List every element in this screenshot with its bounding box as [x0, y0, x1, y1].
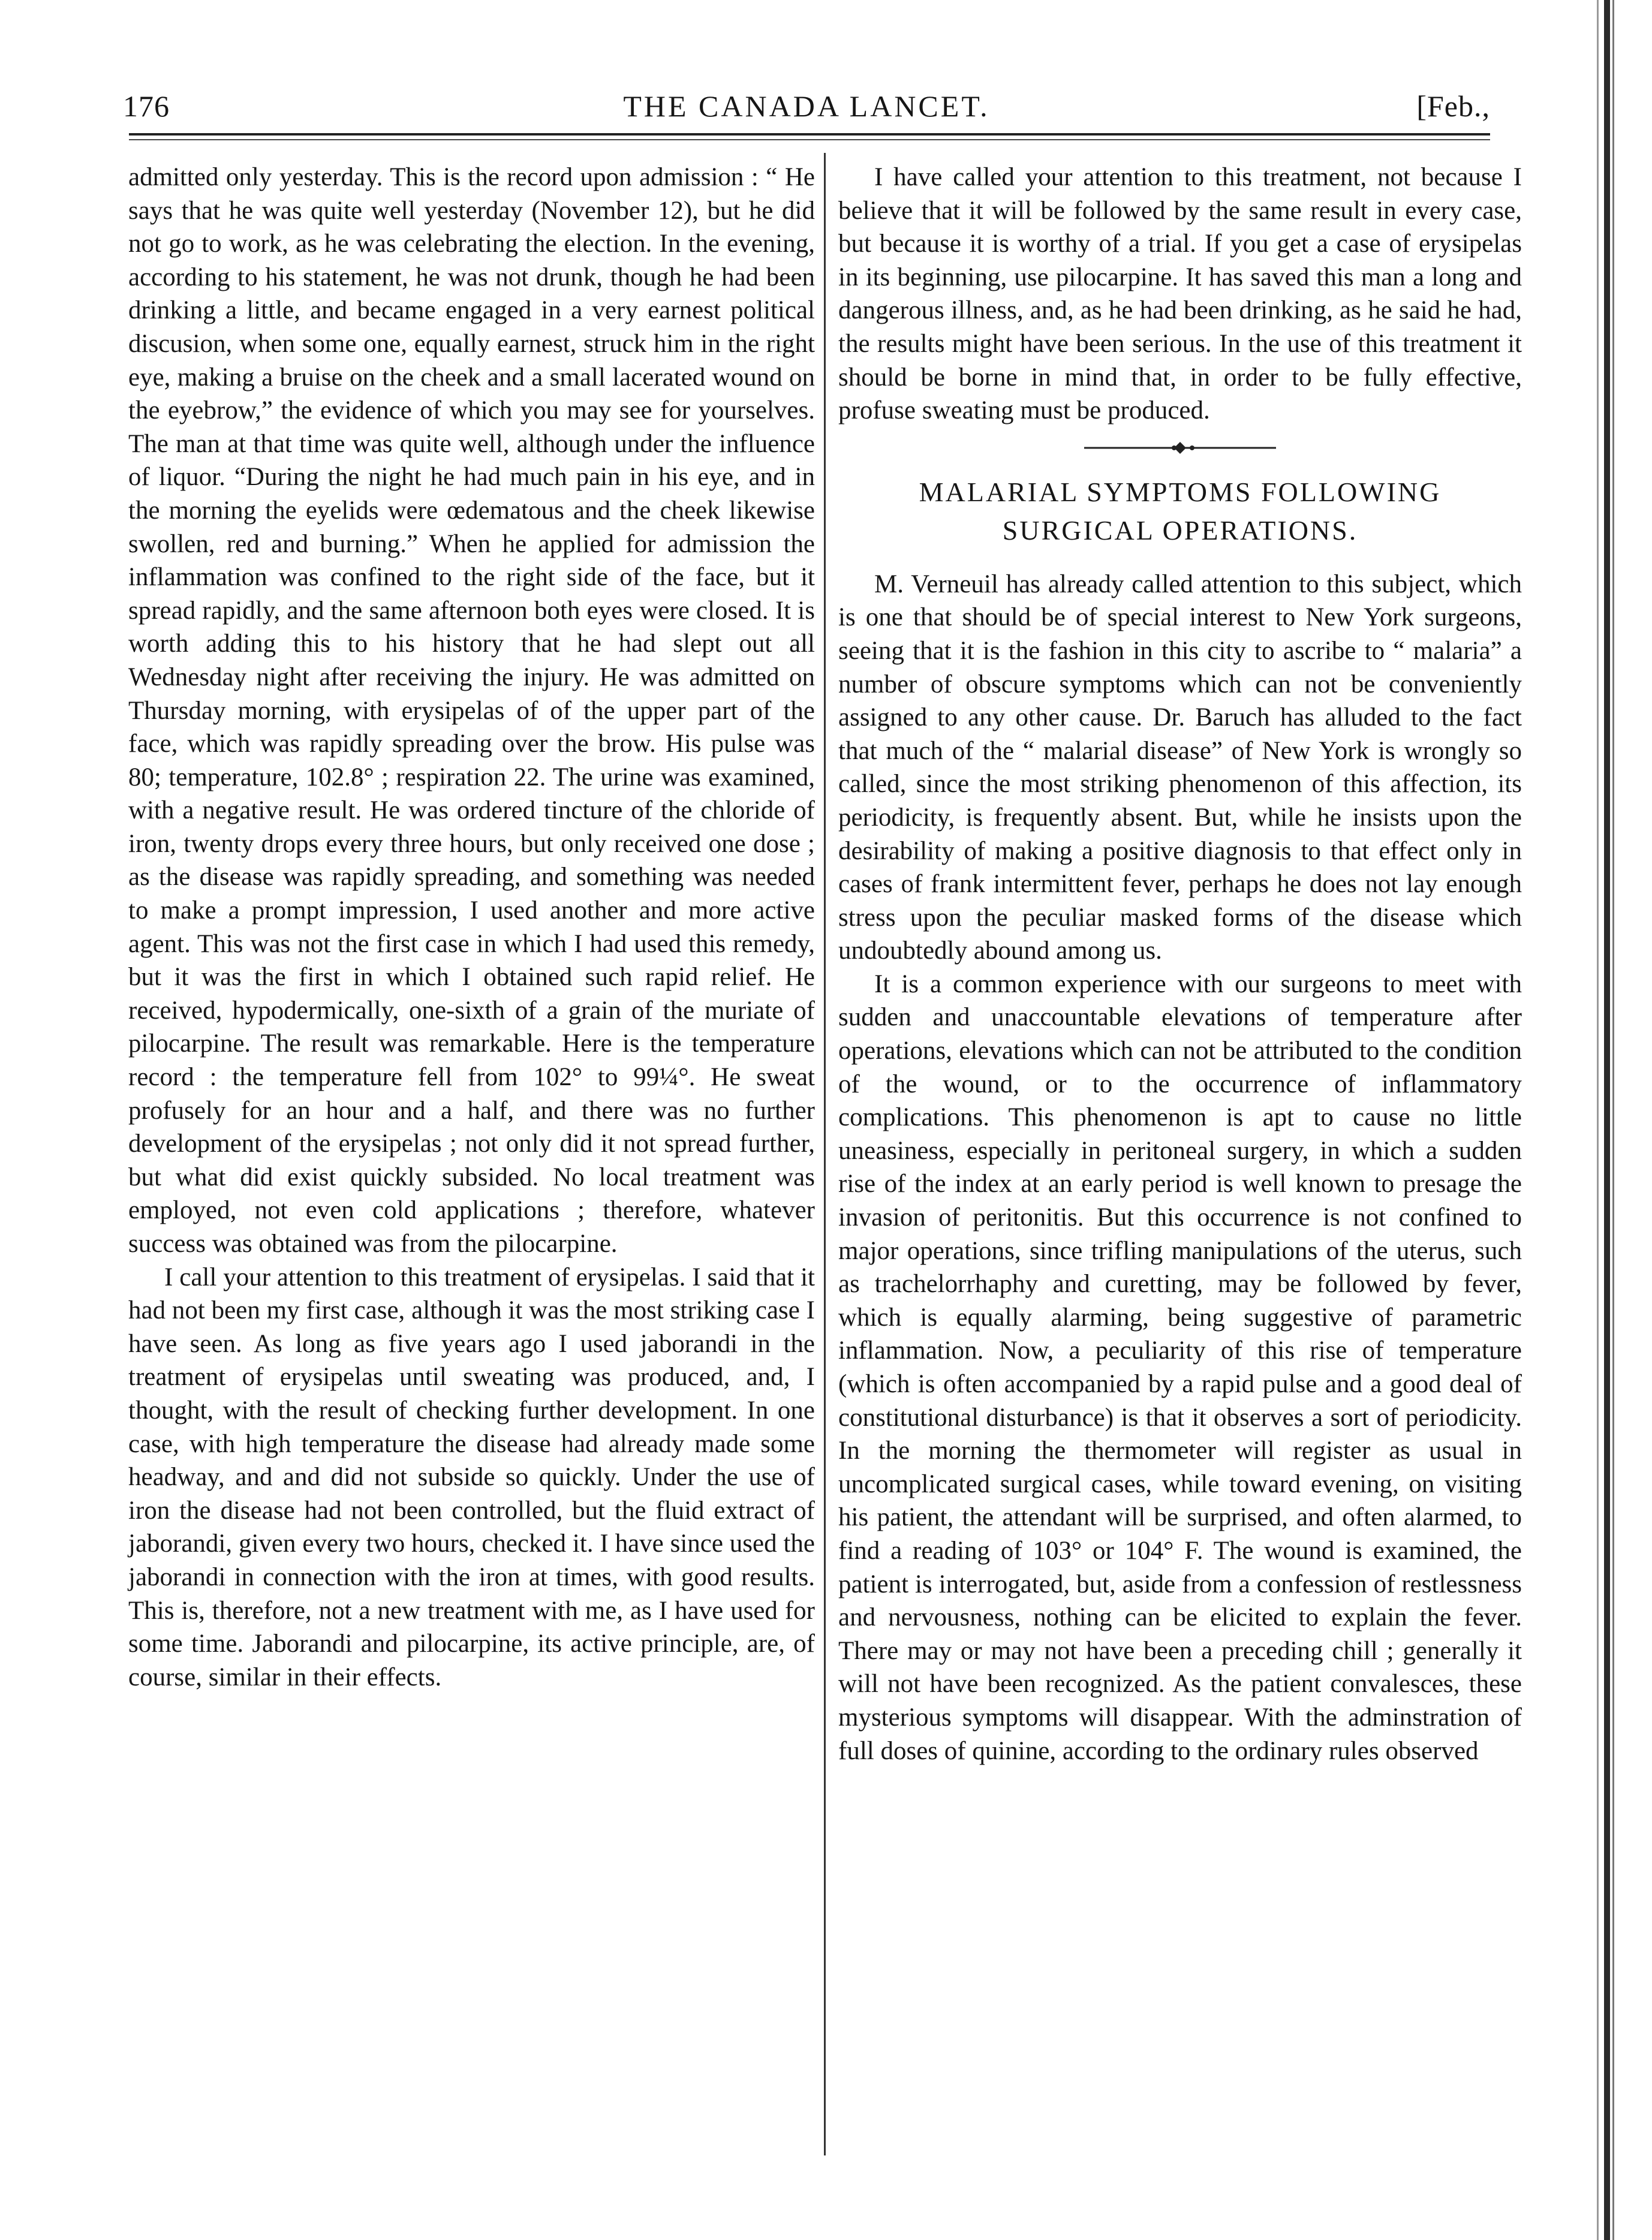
issue-month: [Feb.,	[1416, 89, 1490, 123]
running-head	[123, 89, 1490, 137]
page-edge-shadow	[1592, 0, 1628, 2240]
header-rule-thin	[129, 139, 1490, 140]
right-intro-paragraph: I have called your attention to this treatment, not because I believe that it will be followed by the same result in every case, but because it is worthy of a trial. If you get a case of erysipelas in its beginning, use pilocarpine. It has saved this man a long and dangerous illness, and, as he had been drinking, as he said he had, the results might have been serious. In the use of this treatment it should be borne in mind that, in order to be fully effective, profuse sweating must be produced.	[838, 163, 1522, 425]
article-title-line-1: MALARIAL SYMPTOMS FOLLOWING	[919, 476, 1442, 507]
right-paragraph-1: M. Verneuil has already called attention to this subject, which is one that should be of special interest to New York surgeons, seeing that it is the fashion in this city to ascribe to “ malaria” a number of obscure symptoms which can not be conveniently assigned to any other cause. Dr. Baruch has alluded to the fact that much of the “ malarial disease” of New York is wrongly so called, since the most striking phenomenon of this affection, its periodicity, is frequently absent. But, while he insists upon the desirability of making a positive diagnosis to that effect only in cases of frank intermittent fever, perhaps he does not lay enough stress upon the peculiar masked forms of the disease which undoubtedly abound among us.	[838, 570, 1522, 965]
section-ornament	[1072, 436, 1288, 460]
article-title	[838, 473, 1522, 550]
journal-title: THE CANADA LANCET.	[623, 89, 990, 123]
left-column	[128, 161, 815, 1694]
ornament-rule-icon	[1072, 436, 1288, 460]
article-title-line-2: SURGICAL OPERATIONS.	[1002, 514, 1358, 546]
column-divider	[824, 153, 826, 2155]
left-paragraph-1: admitted only yesterday. This is the record upon admission : “ He says that he was quite well yesterday (November 12), but he did not go to work, as he was celebrating the election. In the evening, according to his statement, he was not drunk, though he had been drinking a little, and became engaged in a very earnest political discusion, when some one, equally earnest, struck him in the right eye, making a bruise on the cheek and a small lacerated wound on the eyebrow,” the evidence of which you may see for yourselves. The man at that time was quite well, although under the influence of liquor. “During the night he had much pain in his eye, and in the morning the eyelids were œdematous and the cheek likewise swollen, red and burning.” When he applied for admission the inflammation was confined to the right side of the face, but it spread rapidly, and the same afternoon both eyes were closed. It is worth adding this to his history that he had slept out all Wednesday night after receiving the injury. He was admitted on Thursday morning, with erysipelas of of the upper part of the face, which was rapidly spreading over the brow. His pulse was 80; temperature, 102.8° ; respiration 22. The urine was examined, with a negative result. He was ordered tincture of the chloride of iron, twenty drops every three hours, but only received one dose ; as the disease was rapidly spreading, and something was needed to make a prompt impression, I used another and more active agent. This was not the first case in which I had used this remedy, but it was the first in which I obtained such rapid relief. He received, hypodermically, one-sixth of a grain of the muriate of pilocarpine. The result was remarkable. Here is the temperature record : the temperature fell from 102° to 99¼°. He sweat profusely for an hour and a half, and there was no further development of the erysipelas ; not only did it not spread further, but what did exist quickly subsided. No local treatment was employed, not even cold applications ; therefore, whatever success was obtained was from the pilocarpine.	[128, 163, 815, 1258]
header-rule-thick	[129, 133, 1490, 136]
right-paragraph-2: It is a common experience with our surgeons to meet with sudden and unaccountable elevations of temperature after operations, elevations which can not be attributed to the condition of the wound, or to the occurrence of inflammatory complications. This phenomenon is apt to cause no little uneasiness, especially in peritoneal surgery, in which a sudden rise of the index at an early period is well known to presage the invasion of peritonitis. But this occurrence is not confined to major operations, since trifling manipulations of the uterus, such as trachelorrhaphy and curetting, may be followed by fever, which is equally alarming, being suggestive of parametric inflammation. Now, a peculiarity of this rise of temperature (which is often accompanied by a rapid pulse and a good deal of constitutional disturbance) is that it observes a sort of periodicity. In the morning the thermometer will register as usual in uncomplicated surgical cases, while toward evening, on visiting his patient, the attendant will be surprised, and often alarmed, to find a reading of 103° or 104° F. The wound is examined, the patient is interrogated, but, aside from a confession of restlessness and nervousness, nothing can be elicited to explain the fever. There may or may not have been a preceding chill ; generally it will not have been recognized. As the patient convalesces, these mysterious symptoms will disappear. With the adminstration of full doses of quinine, according to the ordinary rules observed	[838, 970, 1522, 1765]
left-paragraph-2: I call your attention to this treatment of erysipelas. I said that it had not been my first case, although it was the most striking case I have seen. As long as five years ago I used jaborandi in the treatment of erysipelas until sweating was produced, and, I thought, with the result of checking further development. In one case, with high temperature the disease had already made some headway, and and did not subside so quickly. Under the use of iron the disease had not been controlled, but the fluid extract of jaborandi, given every two hours, checked it. I have since used the jaborandi in connection with the iron at times, with good results. This is, therefore, not a new treatment with me, as I have used for some time. Jaborandi and pilocarpine, its active principle, are, of course, similar in their effects.	[128, 1263, 815, 1691]
page-number: 176	[123, 89, 170, 123]
right-column	[838, 161, 1522, 1768]
